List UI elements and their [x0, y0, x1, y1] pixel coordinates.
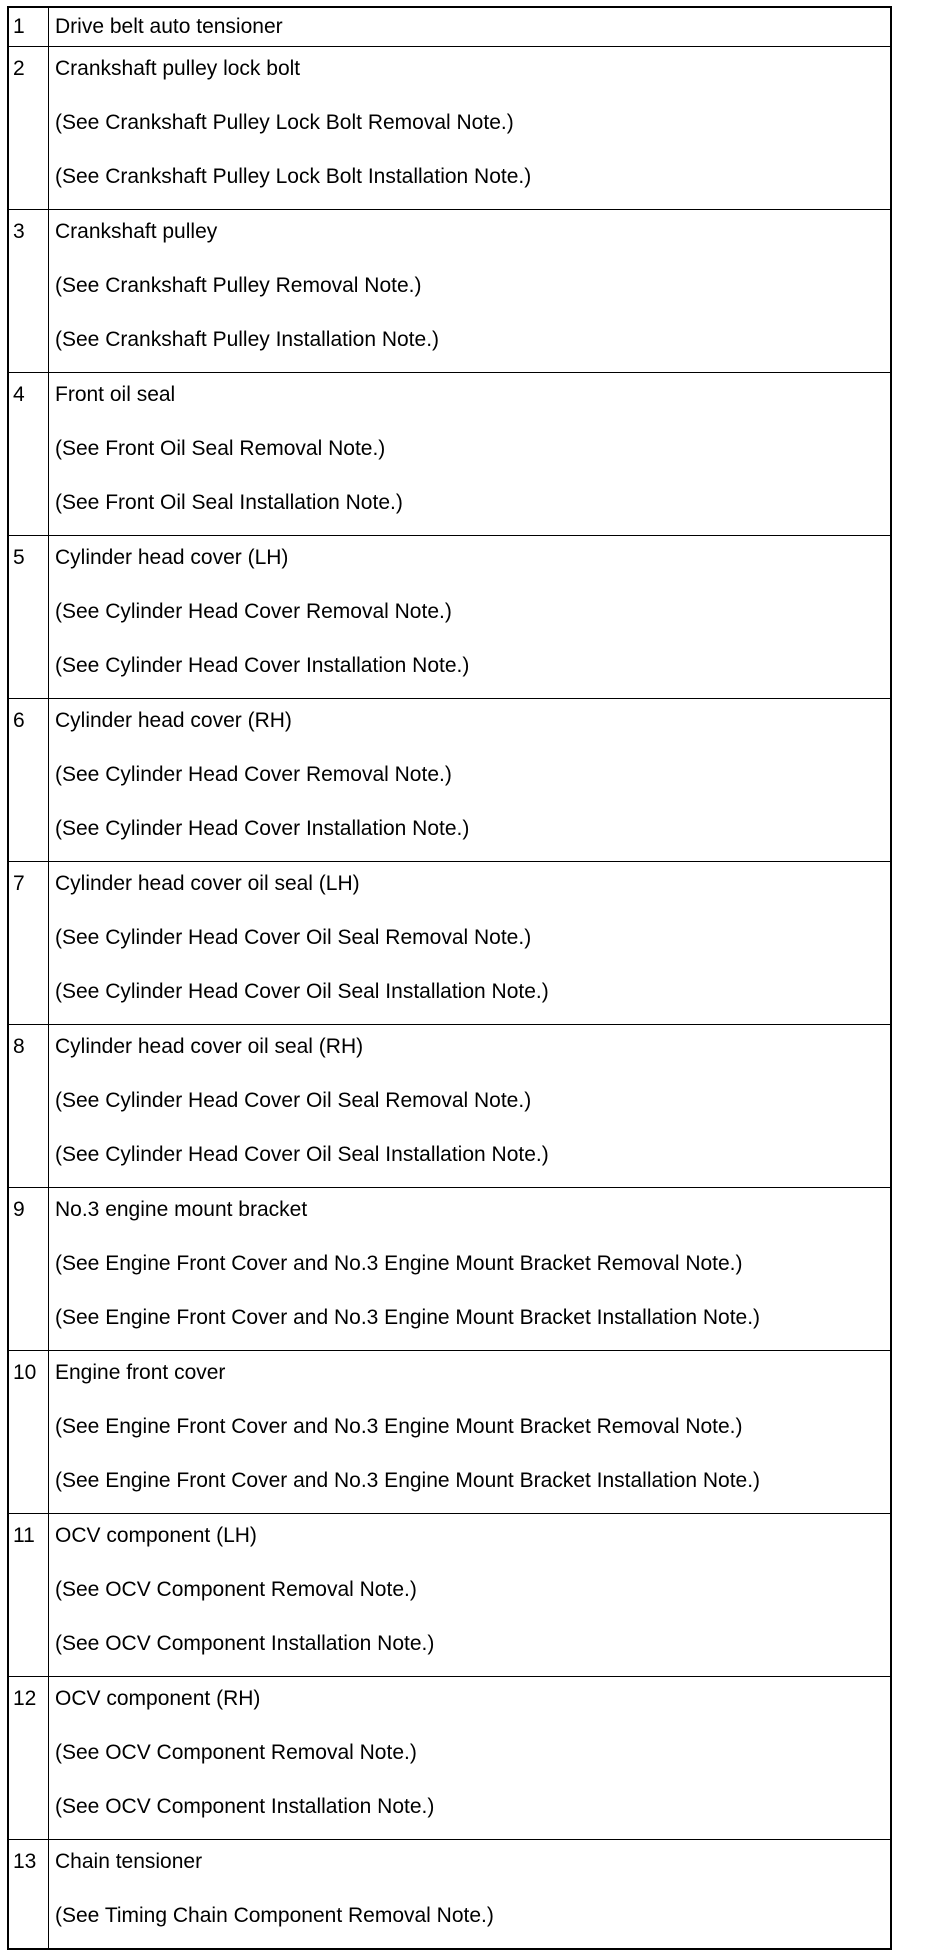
part-name: Cylinder head cover oil seal (RH): [55, 1035, 364, 1058]
table-row: [8, 1188, 891, 1351]
parts-table: [7, 6, 892, 1950]
table-row: [8, 1514, 891, 1677]
reference-note: (See Cylinder Head Cover Installation Note.): [55, 654, 470, 677]
reference-note: (See Front Oil Seal Installation Note.): [55, 491, 403, 514]
reference-note: (See Crankshaft Pulley Lock Bolt Removal Note.): [55, 111, 514, 134]
part-name: OCV component (RH): [55, 1687, 261, 1710]
part-name: Crankshaft pulley lock bolt: [55, 57, 301, 80]
item-number: [8, 1025, 49, 1188]
reference-note: (See Engine Front Cover and No.3 Engine Mount Bracket Removal Note.): [55, 1415, 743, 1438]
item-description: [49, 210, 892, 373]
reference-note: (See Timing Chain Component Removal Note.): [55, 1904, 494, 1927]
item-number-text: 7: [13, 872, 25, 895]
reference-note: (See Front Oil Seal Removal Note.): [55, 437, 386, 460]
item-number-text: 10: [13, 1361, 37, 1384]
part-name: OCV component (LH): [55, 1524, 257, 1547]
reference-note: (See Cylinder Head Cover Removal Note.): [55, 600, 452, 623]
item-number: [8, 1188, 49, 1351]
reference-note: (See OCV Component Installation Note.): [55, 1795, 435, 1818]
item-number-text: 2: [13, 57, 25, 80]
item-number-text: 8: [13, 1035, 25, 1058]
table-row: [8, 1025, 891, 1188]
reference-note: (See Engine Front Cover and No.3 Engine Mount Bracket Installation Note.): [55, 1306, 761, 1329]
part-name: Drive belt auto tensioner: [55, 15, 283, 38]
table-row: [8, 536, 891, 699]
item-description: [49, 536, 892, 699]
table-row: [8, 862, 891, 1025]
reference-note: (See Cylinder Head Cover Oil Seal Installation Note.): [55, 980, 549, 1003]
table-row: [8, 47, 891, 210]
item-number: [8, 373, 49, 536]
item-description: [49, 862, 892, 1025]
table-row: [8, 373, 891, 536]
part-name: Crankshaft pulley: [55, 220, 218, 243]
item-number-text: 1: [13, 15, 25, 38]
item-number-text: 9: [13, 1198, 25, 1221]
item-number: [8, 536, 49, 699]
item-number-text: 4: [13, 383, 25, 406]
item-number: [8, 1840, 49, 1950]
item-description: [49, 1514, 892, 1677]
item-description: [49, 1351, 892, 1514]
reference-note: (See Engine Front Cover and No.3 Engine Mount Bracket Installation Note.): [55, 1469, 761, 1492]
part-name: Cylinder head cover (LH): [55, 546, 289, 569]
reference-note: (See Cylinder Head Cover Installation Note.): [55, 817, 470, 840]
reference-note: (See Cylinder Head Cover Removal Note.): [55, 763, 452, 786]
item-number: [8, 7, 49, 47]
part-name: Chain tensioner: [55, 1850, 203, 1873]
item-description: [49, 1677, 892, 1840]
table-row: [8, 699, 891, 862]
item-number: [8, 862, 49, 1025]
item-number: [8, 699, 49, 862]
item-description: [49, 1025, 892, 1188]
item-description: [49, 47, 892, 210]
part-name: Cylinder head cover (RH): [55, 709, 292, 732]
reference-note: (See Cylinder Head Cover Oil Seal Removal Note.): [55, 926, 532, 949]
item-description: [49, 7, 892, 47]
reference-note: (See OCV Component Removal Note.): [55, 1578, 417, 1601]
table-row: [8, 1351, 891, 1514]
part-name: No.3 engine mount bracket: [55, 1198, 308, 1221]
table-row: [8, 1840, 891, 1950]
reference-note: (See Cylinder Head Cover Oil Seal Removal Note.): [55, 1089, 532, 1112]
part-name: Front oil seal: [55, 383, 176, 406]
table-row: [8, 7, 891, 47]
item-number: [8, 1351, 49, 1514]
item-description: [49, 1840, 892, 1950]
item-number: [8, 210, 49, 373]
reference-note: (See Cylinder Head Cover Oil Seal Installation Note.): [55, 1143, 549, 1166]
item-number-text: 13: [13, 1850, 37, 1873]
reference-note: (See Crankshaft Pulley Installation Note.): [55, 328, 440, 351]
item-number-text: 6: [13, 709, 25, 732]
item-description: [49, 1188, 892, 1351]
reference-note: (See OCV Component Installation Note.): [55, 1632, 435, 1655]
item-number: [8, 47, 49, 210]
reference-note: (See Crankshaft Pulley Lock Bolt Installation Note.): [55, 165, 532, 188]
item-description: [49, 699, 892, 862]
part-name: Cylinder head cover oil seal (LH): [55, 872, 360, 895]
table-row: [8, 210, 891, 373]
item-number-text: 11: [13, 1524, 35, 1547]
reference-note: (See OCV Component Removal Note.): [55, 1741, 417, 1764]
item-description: [49, 373, 892, 536]
reference-note: (See Crankshaft Pulley Removal Note.): [55, 274, 422, 297]
item-number-text: 5: [13, 546, 25, 569]
item-number-text: 12: [13, 1687, 37, 1710]
item-number: [8, 1677, 49, 1840]
table-row: [8, 1677, 891, 1840]
parts-table-body: [8, 7, 891, 1949]
item-number-text: 3: [13, 220, 25, 243]
item-number: [8, 1514, 49, 1677]
reference-note: (See Engine Front Cover and No.3 Engine Mount Bracket Removal Note.): [55, 1252, 743, 1275]
part-name: Engine front cover: [55, 1361, 226, 1384]
